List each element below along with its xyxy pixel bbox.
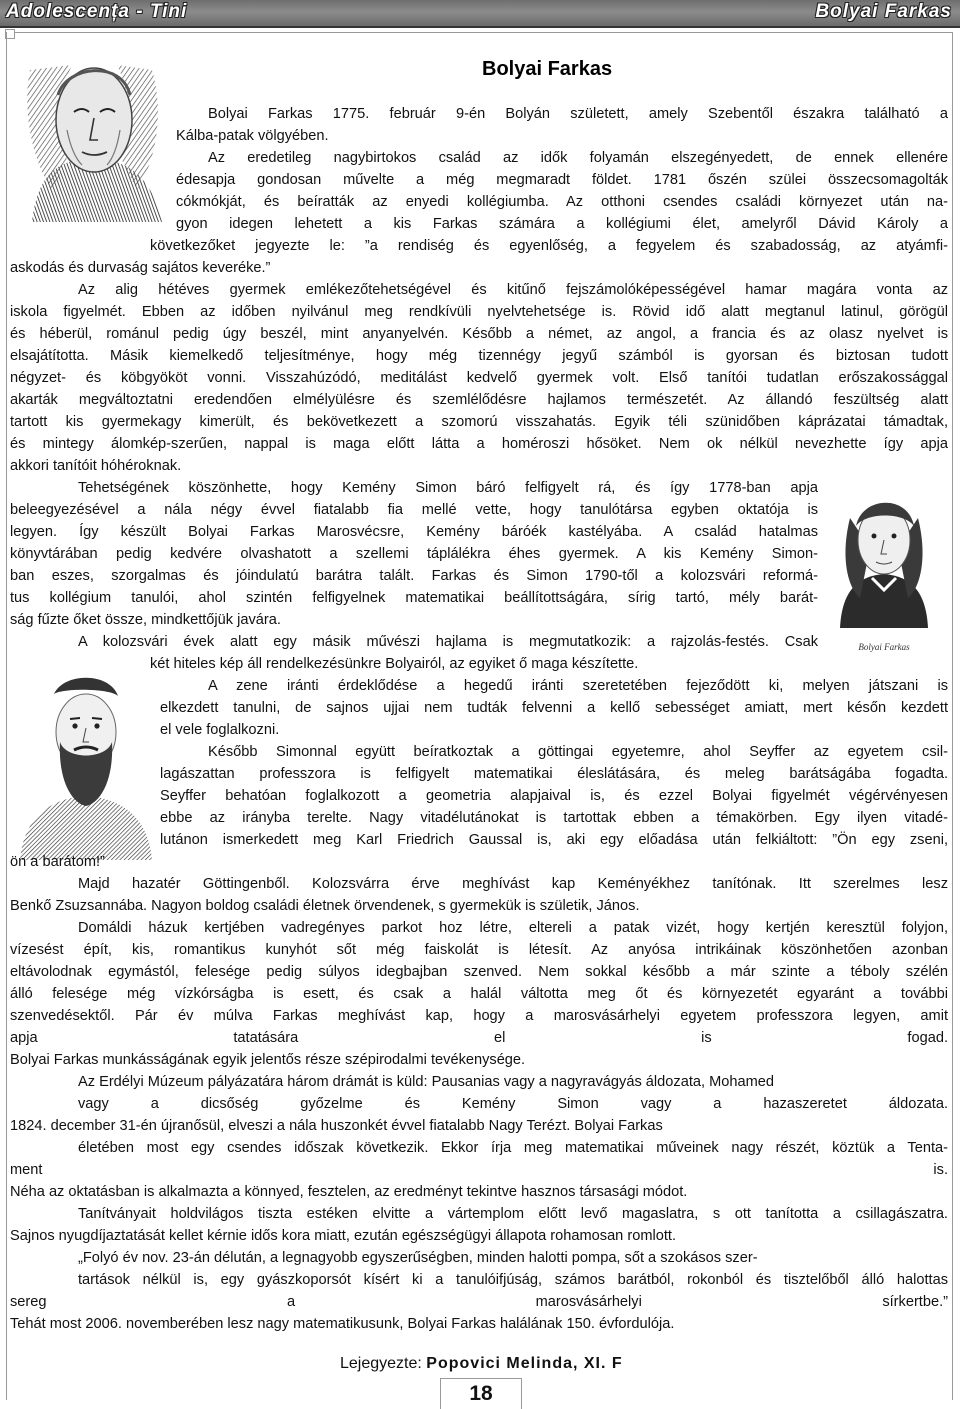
text-line: akarták megváltoztatni eredendően elmélyülésre és szemlélődésre hajlamos természetét. Az állandó feszültség alatt bbox=[10, 392, 948, 408]
text-line: Bolyai Farkas 1775. február 9-én Bolyán született, amely Szebentől északra található a bbox=[208, 106, 948, 122]
text-line: Benkő Zsuzsannába. Nagyon boldog családi életnek örvendenek, s gyermekük is születik, János. bbox=[10, 898, 640, 914]
text-line: Az Erdélyi Múzeum pályázatára három drámát is küld: Pausanias vagy a nagyravágyás áldozata, Mohamed bbox=[78, 1074, 774, 1090]
text-line: ment is. bbox=[10, 1162, 948, 1178]
text-line: Sajnos nyugdíjaztatását kellet kérnie idős kora miatt, ezután egészségügyi állapota rohamosan romlott. bbox=[10, 1228, 677, 1244]
text-line: akkori tanítóit hóhéroknak. bbox=[10, 458, 182, 474]
text-line: 1824. december 31-én újranősül, elveszi a nála huszonkét évvel fiatalabb Nagy Terézt. Bolyai Farkas bbox=[10, 1118, 663, 1134]
text-line: édesapja gondosan művelte a még megmaradt földet. 1781 őszén szülei összecsomagolták bbox=[176, 172, 948, 188]
text-line: négyzet- és köbgyököt vonni. Visszahúzódó, meditálást kedvelő gyermek volt. Első tanítói tudatlan erőszakossággal bbox=[10, 370, 948, 386]
running-header bbox=[0, 0, 960, 28]
text-line: könyvtárában pedig kedvére olvashatott a szellemi táplálékra éhes gyermek. A kis Kemény Simon- bbox=[10, 546, 818, 562]
text-line: tartott kis gyermekagy kimerült, és bekövetkezett a szomorú visszahatás. Egyik téli szünidőben káprázatai támadtak, bbox=[10, 414, 948, 430]
page-frame-top bbox=[6, 32, 952, 33]
text-line: és héberül, románul pedig úgy beszél, mint anyanyelvén. Később a német, az angol, a francia és az olasz nyelvet is bbox=[10, 326, 948, 342]
byline-author: Popovici Melinda, XI. F bbox=[426, 1355, 623, 1372]
text-line: lutánon ismerkedett meg Karl Friedrich Gaussal is, aki egy előadása után felkiáltott: ”Ön egy zseni, bbox=[160, 832, 948, 848]
text-line: eltávolodnak egymástól, felesége pedig súlyos idegbajban szenved. Nem sokkal később a már szinte a téboly szélén bbox=[10, 964, 948, 980]
text-line: Néha az oktatásban is alkalmazta a könnyed, fesztelen, az eredményt tekintve hasznos társasági módot. bbox=[10, 1184, 688, 1200]
text-line: és mintegy álomkép-szerűen, nappal is maga előtt látta a homéroszi hősöket. Nem ok nélkül nevezhette így apja bbox=[10, 436, 948, 452]
page-frame-left bbox=[6, 32, 7, 1400]
portrait-drawing-young-man bbox=[820, 478, 948, 658]
article-title: Bolyai Farkas bbox=[482, 58, 613, 80]
text-line: Bolyai Farkas munkásságának egyik jelentős része szépirodalmi tevékenysége. bbox=[10, 1052, 526, 1068]
text-line: askodás és durvaság sajátos keveréke.” bbox=[10, 260, 271, 276]
text-line: cókmókját, és beíratták az enyedi kollégiumba. Az otthoni csendes családi környezet után na- bbox=[176, 194, 948, 210]
text-line: ság fűzte őket össze, mindkettőjük javára. bbox=[10, 612, 281, 628]
text-line: életében most egy csendes időszak következik. Ekkor írja meg matematikai műveinek nagy részét, köztük a Tenta- bbox=[78, 1140, 948, 1156]
text-line: elkezdett tanulni, de sajnos ujjai nem tudták felvenni a kellő sebességet amiatt, mert későn kezdett bbox=[160, 700, 948, 716]
page-frame-right bbox=[952, 32, 953, 1400]
text-line: tus kollégium tanulói, ahol szintén felfigyelnek matematikai beállítottságára, sírig tartó, mély barát- bbox=[10, 590, 818, 606]
text-line: el vele foglalkozni. bbox=[160, 722, 280, 738]
header-left-title: Adolescența - Tini bbox=[6, 1, 188, 22]
text-line: ebbe az irányba terelte. Nagy vitadélutánokat is tartottak ebben a témakörben. Egy ilyen vitadé- bbox=[160, 810, 948, 826]
text-line: legyen. Így készült Bolyai Farkas Marosvécsre, Kemény báróék kastélyába. A család hatalmas bbox=[10, 524, 818, 540]
text-line: Domáldi házuk kertjében vadregényes parkot hoz létre, eltereli a patak vizét, hogy kertjén keresztül folyjon, bbox=[78, 920, 948, 936]
page-number: 18 bbox=[440, 1378, 522, 1409]
text-line: ön a barátom!” bbox=[10, 854, 105, 870]
text-line: Tehát most 2006. novemberében lesz nagy matematikusunk, Bolyai Farkas halálának 150. évfordulója. bbox=[10, 1316, 675, 1332]
text-line: Később Simonnal együtt beíratkoztak a göttingai egyetemre, ahol Seyffer az egyetem csil- bbox=[208, 744, 948, 760]
text-line: beleegyezésével a nála négy évvel fiatalabb fia mellé vette, hogy tanulótársa egyben oktatója is bbox=[10, 502, 818, 518]
portrait-caption: Bolyai Farkas bbox=[858, 642, 910, 652]
text-line: iskola figyelmét. Ebben az időben nyilvánul meg rendkívüli nyelvtehetsége is. Rövid idő alatt megtanul latinul, görögül bbox=[10, 304, 948, 320]
text-line: Tanítványait holdvilágos tiszta estéken elvitte a vártemplom előtt levő magaslatra, s ott tanította a csillagászatra. bbox=[78, 1206, 948, 1222]
text-line: Kálba-patak völgyében. bbox=[176, 128, 329, 144]
text-line: szenvedésektől. Pár év múlva Farkas meghívást kap, hogy a marosvásárhelyi egyetem professzora legyen, amit bbox=[10, 1008, 948, 1024]
text-line: Majd hazatér Göttingenből. Kolozsvárra érve meghívást kap Keményékhez tanítónak. Itt szerelmes lesz bbox=[78, 876, 948, 892]
text-line: sereg a marosvásárhelyi sírkertbe.” bbox=[10, 1294, 948, 1310]
text-line: Seyffer behatóan foglalkozott a geometria alapjaival is, és ezzel Bolyai figyelmét végérvényesen bbox=[160, 788, 948, 804]
text-line: tartások nélkül is, egy gyászkoporsót kísért ki a tanulóifjúság, számos barátból, rokonból és tisztelőből álló halottas bbox=[78, 1272, 948, 1288]
text-line: Az alig hétéves gyermek emlékezőtehetségével és kitűnő fejszámolóképességével hamar magára vonta az bbox=[78, 282, 948, 298]
text-line: Az eredetileg nagybirtokos család az idők folyamán elszegényedett, de ennek ellenére bbox=[208, 150, 948, 166]
text-line: vízesést épít, kis, romantikus kunyhót sőt még faiskolát is létesít. Az anyósa intrikáinak köszönhetően azonban bbox=[10, 942, 948, 958]
text-line: következőket jegyezte le: ”a rendiség és egyenlőség, a fegyelem és szabadosság, az atyámfi- bbox=[150, 238, 948, 254]
header-right-title: Bolyai Farkas bbox=[815, 1, 952, 22]
portrait-engraving-old-man bbox=[12, 40, 174, 222]
text-line: ban eszes, szorgalmas és jóindulatú barátra talált. Farkas és Simon 1790-től a kolozsvári reformá- bbox=[10, 568, 818, 584]
text-line: két hiteles kép áll rendelkezésünkre Bolyairól, az egyiket ő maga készítette. bbox=[150, 656, 639, 672]
text-line: elsajátította. Másik kiemelkedő teljesítménye, hogy még tizennégy jegyű számból is gyorsan és biztosan tudott bbox=[10, 348, 948, 364]
text-line: gyon idegen lehetett a kis Farkas számára a kollégiumi élet, amelyről Dávid Károly a bbox=[176, 216, 948, 232]
portrait-bearded-man bbox=[14, 664, 156, 860]
text-line: A kolozsvári évek alatt egy másik művészi hajlama is megmutatkozik: a rajzolás-festés. Csak bbox=[78, 634, 818, 650]
text-line: „Folyó év nov. 23-án délután, a legnagyobb egyszerűségben, minden halotti pompa, sőt a szokásos szer- bbox=[78, 1250, 758, 1266]
text-line: lagászattan professzora is felfigyelt matematikai éleslátására, és meleg barátságába fogadta. bbox=[160, 766, 948, 782]
text-line: álló felesége még vízkórságba is esett, és csak a halál váltotta meg őt és környezetét egyaránt a további bbox=[10, 986, 948, 1002]
text-line: A zene iránti érdeklődése a hegedű iránti szeretetében fejeződött ki, melyen játszani is bbox=[208, 678, 948, 694]
byline bbox=[340, 1355, 623, 1373]
text-line: Tehetségének köszönhette, hogy Kemény Simon báró felfigyelt rá, és így 1778-ban apja bbox=[78, 480, 818, 496]
text-line: vagy a dicsőség győzelme és Kemény Simon vagy a hazaszeretet áldozata. bbox=[78, 1096, 948, 1112]
byline-label: Lejegyezte: bbox=[340, 1355, 422, 1372]
text-line: apja tatatására el is fogad. bbox=[10, 1030, 948, 1046]
